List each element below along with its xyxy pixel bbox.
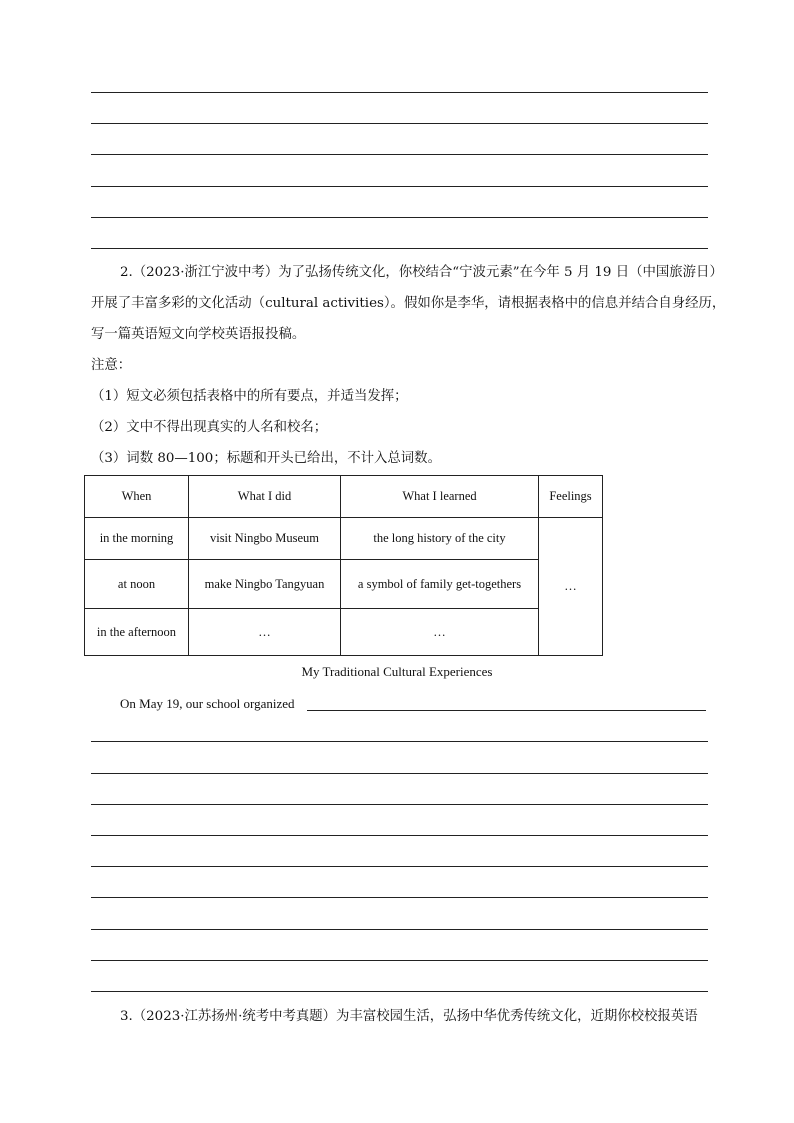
feelings-cell: … xyxy=(539,518,603,656)
table-cell: make Ningbo Tangyuan xyxy=(189,560,341,609)
answer-line[interactable] xyxy=(91,897,708,898)
answer-line xyxy=(91,217,708,218)
note-3: （3）词数 80—100；标题和开头已给出，不计入总词数。 xyxy=(91,451,441,466)
answer-line[interactable] xyxy=(91,835,708,836)
table-row xyxy=(85,609,603,656)
opening-answer-line[interactable] xyxy=(307,710,706,711)
header-what-i-learned: What I learned xyxy=(341,476,539,518)
answer-line xyxy=(91,154,708,155)
table-cell: a symbol of family get-togethers xyxy=(341,560,539,609)
notes-title: 注意： xyxy=(91,358,132,373)
question2-line1: 2.（2023·浙江宁波中考）为了弘扬传统文化，你校结合“宁波元素”在今年 5 月 19 日（中国旅游日） xyxy=(120,265,723,280)
table-cell: in the morning xyxy=(85,518,189,560)
note-2: （2）文中不得出现真实的人名和校名； xyxy=(91,420,328,435)
answer-line[interactable] xyxy=(91,991,708,992)
table-cell: in the afternoon xyxy=(85,609,189,656)
header-what-i-did: What I did xyxy=(189,476,341,518)
answer-line[interactable] xyxy=(91,929,708,930)
table-cell: at noon xyxy=(85,560,189,609)
answer-line[interactable] xyxy=(91,960,708,961)
table-row xyxy=(85,560,603,609)
note-1: （1）短文必须包括表格中的所有要点，并适当发挥； xyxy=(91,389,408,404)
answer-line[interactable] xyxy=(91,741,708,742)
header-when: When xyxy=(85,476,189,518)
essay-title: My Traditional Cultural Experiences xyxy=(301,664,493,679)
essay-opening: On May 19, our school organized xyxy=(120,696,295,711)
table-row xyxy=(85,518,603,560)
table-cell: … xyxy=(341,609,539,656)
answer-line xyxy=(91,248,708,249)
table-header-row xyxy=(85,476,603,518)
table-cell: visit Ningbo Museum xyxy=(189,518,341,560)
answer-line xyxy=(91,123,708,124)
answer-line[interactable] xyxy=(91,773,708,774)
question3-line1: 3.（2023·江苏扬州·统考中考真题）为丰富校园生活，弘扬中华优秀传统文化，近期你校校报英语 xyxy=(120,1009,698,1024)
question2-line2: 开展了丰富多彩的文化活动（cultural activities）。假如你是李华，请根据表格中的信息并结合自身经历， xyxy=(91,296,726,311)
question2-line3: 写一篇英语短文向学校英语报投稿。 xyxy=(91,327,306,342)
table-cell: the long history of the city xyxy=(341,518,539,560)
table-cell: … xyxy=(189,609,341,656)
answer-line[interactable] xyxy=(91,866,708,867)
header-feelings: Feelings xyxy=(539,476,603,518)
answer-line xyxy=(91,92,708,93)
info-table xyxy=(84,475,603,656)
answer-line xyxy=(91,186,708,187)
answer-line[interactable] xyxy=(91,804,708,805)
